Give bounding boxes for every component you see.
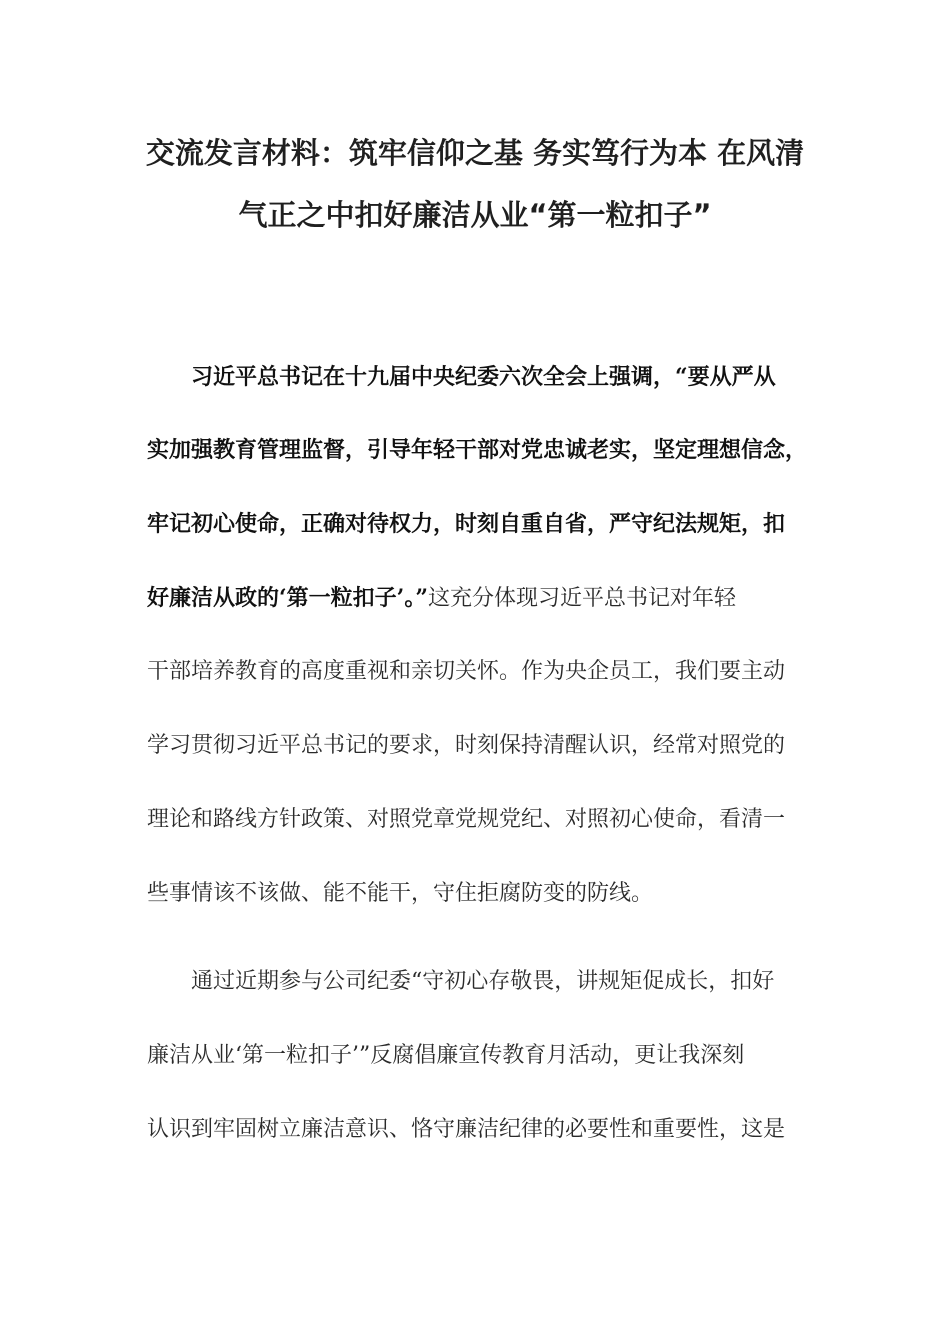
paragraph-1-line-4-rest: 这充分体现习近平总书记对年轻 [427, 586, 736, 611]
paragraph-1-line-1: 习近平总书记在十九届中央纪委六次全会上强调，“要从严从 [191, 364, 776, 390]
paragraph-2-line-2: 廉洁从业‘第一粒扣子’”反腐倡廉宣传教育月活动，更让我深刻 [147, 1043, 745, 1068]
paragraph-1-line-8: 些事情该不该做、能不能干，守住拒腐防变的防线。 [147, 881, 654, 906]
document-title-line-2: 气正之中扣好廉洁从业“第一粒扣子” [238, 198, 712, 232]
paragraph-1-line-3: 牢记初心使命，正确对待权力，时刻自重自省，严守纪法规矩，扣 [147, 511, 786, 537]
paragraph-2-line-1: 通过近期参与公司纪委“守初心存敬畏，讲规矩促成长，扣好 [191, 969, 775, 994]
paragraph-1-line-6: 学习贯彻习近平总书记的要求，时刻保持清醒认识，经常对照党的 [147, 733, 786, 758]
document-title-line-1: 交流发言材料：筑牢信仰之基 务实笃行为本 在风清 [145, 136, 805, 170]
paragraph-1-line-2: 实加强教育管理监督，引导年轻干部对党忠诚老实，坚定理想信念， [147, 437, 808, 463]
paragraph-1-line-5: 干部培养教育的高度重视和亲切关怀。作为央企员工，我们要主动 [147, 659, 786, 684]
paragraph-2-line-3: 认识到牢固树立廉洁意识、恪守廉洁纪律的必要性和重要性，这是 [147, 1117, 786, 1142]
quote-end-bold-text: 好廉洁从政的‘第一粒扣子’。” [147, 585, 428, 611]
paragraph-1-line-7: 理论和路线方针政策、对照党章党规党纪、对照初心使命，看清一 [147, 807, 786, 832]
paragraph-1-line-4 [147, 583, 807, 614]
